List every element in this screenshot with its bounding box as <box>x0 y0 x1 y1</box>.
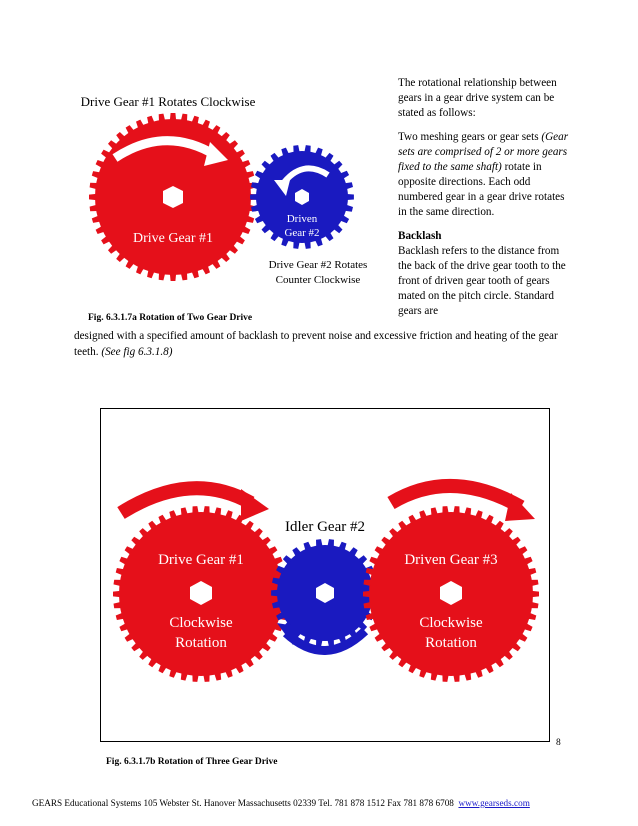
gear-tooth <box>90 205 98 211</box>
gear-tooth <box>304 241 310 249</box>
gear-tooth <box>293 241 299 249</box>
idler-gear-label: Idler Gear #2 <box>285 519 365 535</box>
drive-gear-1 <box>89 113 257 281</box>
gear-tooth <box>170 113 176 120</box>
three-gear-figure-frame <box>100 408 550 742</box>
driven-gear-2 <box>250 145 354 249</box>
drive-gear-label: Drive Gear #1 <box>158 552 244 568</box>
gear-tooth <box>250 194 257 200</box>
gear-tooth <box>345 182 353 189</box>
gear-tooth <box>113 591 120 597</box>
driven-gear-label-2: Gear #2 <box>284 227 320 239</box>
fig1-title: Drive Gear #1 Rotates Clockwise <box>80 94 256 109</box>
gear-tooth <box>453 675 459 682</box>
gear-tooth <box>293 145 299 153</box>
gear-tooth <box>532 591 539 597</box>
gear-tooth <box>181 273 187 281</box>
backlash-continuation: designed with a specified amount of backlash to prevent noise and excessive friction and heating of the gear teeth. (See fig 6.3.1.8) <box>74 330 558 358</box>
gear-tooth <box>363 591 370 597</box>
drive-sub2: Rotation <box>175 635 227 651</box>
website-link[interactable]: www.gearseds.com <box>458 798 530 808</box>
gear-tooth <box>531 580 539 586</box>
gear-tooth <box>345 205 353 212</box>
gear-tooth <box>304 145 310 153</box>
gear-tooth <box>464 673 471 681</box>
gear-tooth <box>114 580 122 586</box>
drive-sub1: Clockwise <box>169 615 233 631</box>
gear-tooth <box>192 675 198 682</box>
backlash-paragraph: Backlash refers to the distance from the back of the drive gear tooth to the front of driven gear tooth of gears mated on the pitch circle. Standard gears are <box>398 245 566 317</box>
fig1-bottom-line2: Counter Clockwise <box>275 274 361 286</box>
gear-tooth <box>328 539 335 547</box>
gear-tooth <box>181 507 188 515</box>
gear-tooth <box>114 602 122 608</box>
relationship-paragraph: The rotational relationship between gears in a gear drive system can be stated as follows: <box>398 77 557 119</box>
gear-tooth <box>431 673 438 681</box>
figure2-caption: Fig. 6.3.1.7b Rotation of Three Gear Drive <box>106 757 278 767</box>
gear-tooth <box>464 507 471 515</box>
drive-gear-1 <box>113 506 289 682</box>
driven-sub1: Clockwise <box>419 615 483 631</box>
driven-gear-label: Driven Gear #3 <box>404 552 498 568</box>
figure1-caption: Fig. 6.3.1.7a Rotation of Two Gear Drive <box>88 313 253 323</box>
gear-tooth <box>453 506 459 513</box>
right-column-text <box>398 76 570 319</box>
gear-tooth <box>316 539 323 547</box>
gear-tooth <box>159 114 165 122</box>
gear-tooth <box>347 194 354 200</box>
clockwise-arrow-icon <box>391 486 521 507</box>
gear-tooth <box>271 590 278 596</box>
gear-tooth <box>203 506 209 513</box>
driven-gear-3 <box>363 506 539 682</box>
gear-tooth <box>192 506 198 513</box>
page-footer: GEARS Educational Systems 105 Webster St. Hanover Massachusetts 02339 Tel. 781 878 1512 Fax 781 878 6708 www.gearseds.com <box>32 798 530 808</box>
gear-tooth <box>203 675 209 682</box>
gear-tooth <box>90 183 98 189</box>
fig1-bottom-line1: Drive Gear #2 Rotates <box>268 259 368 271</box>
gear-tooth <box>442 675 448 682</box>
driven-sub2: Rotation <box>425 635 477 651</box>
gear-tooth <box>214 507 221 515</box>
gear-tooth <box>159 273 165 281</box>
drive-gear-label: Drive Gear #1 <box>132 231 214 246</box>
gear-tooth <box>170 274 176 281</box>
gear-tooth <box>531 602 539 608</box>
gear-tooth <box>181 673 188 681</box>
gear-tooth <box>431 507 438 515</box>
meshing-paragraph: Two meshing gears or gear sets (Gear sets are comprised of 2 or more gears fixed to the same shaft) rotate in opposite directions. Each odd numbered gear in a gear drive rotates in the same direction. <box>398 131 569 218</box>
gear-tooth <box>181 114 187 122</box>
page-number: 8 <box>556 738 561 748</box>
backlash-heading: Backlash <box>398 230 442 242</box>
driven-gear-label-1: Driven <box>286 213 318 225</box>
gear-tooth <box>214 673 221 681</box>
two-gear-figure <box>70 80 390 310</box>
gear-tooth <box>89 194 96 200</box>
gear-tooth <box>442 506 448 513</box>
